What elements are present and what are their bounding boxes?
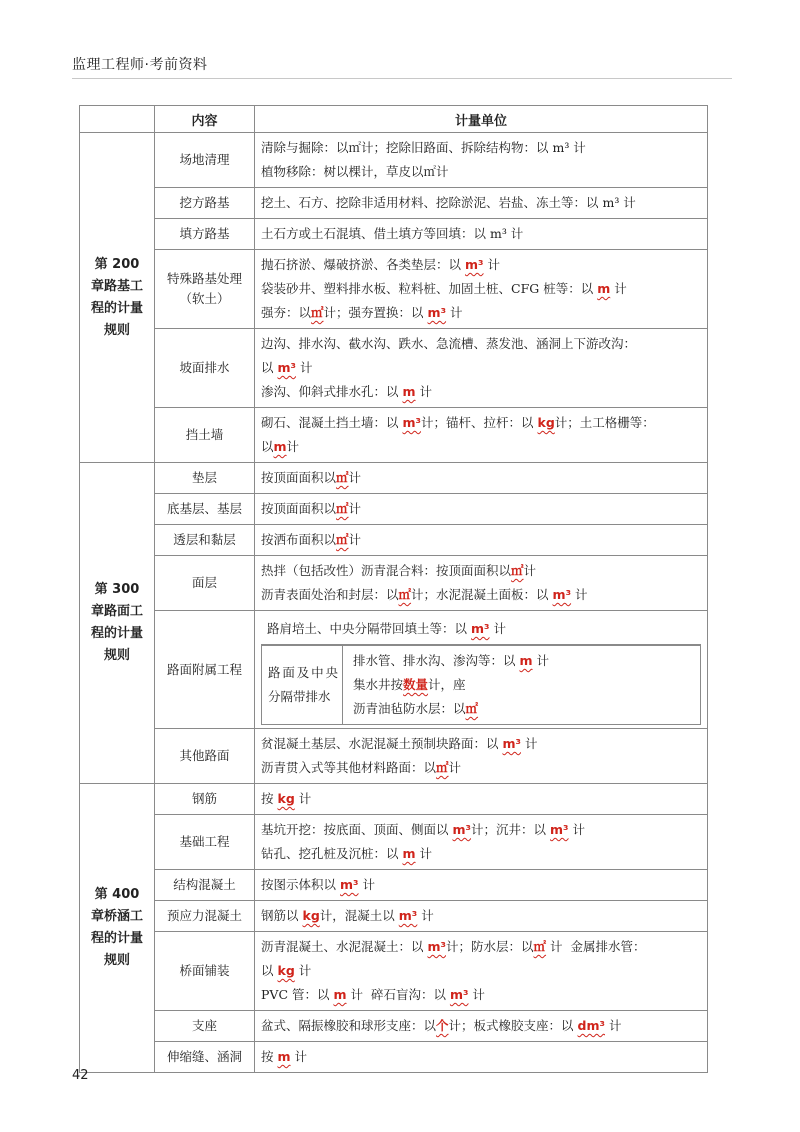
unit-suffix: 计 — [489, 621, 506, 636]
unit-cell — [255, 494, 708, 525]
unit-cell — [255, 870, 708, 901]
unit-text: 钻孔、挖孔桩及沉桩：以 — [261, 846, 399, 861]
unit-symbol: m — [519, 653, 533, 668]
chapter-400-label: 第 400 章桥涵工程的计量规则 — [80, 784, 155, 1073]
unit-text: 以 — [261, 360, 274, 375]
unit-suffix: 计 — [286, 439, 300, 454]
unit-cell — [255, 408, 708, 463]
unit-symbol: m³ — [552, 587, 572, 602]
table-row — [80, 870, 708, 901]
table-row — [80, 556, 708, 611]
unit-suffix: 计 — [348, 501, 362, 516]
unit-symbol: m — [277, 1049, 291, 1064]
unit-symbol: ㎡ — [533, 939, 547, 954]
unit-text: ；锚杆、拉杆：以 — [433, 415, 534, 430]
unit-text: ；沉井：以 — [483, 822, 547, 837]
content-cell: 底基层、基层 — [155, 494, 255, 525]
header-content: 内容 — [155, 106, 255, 133]
content-cell: 坡面排水 — [155, 329, 255, 408]
unit-symbol: kg — [537, 415, 555, 430]
unit-suffix: 计 — [523, 563, 537, 578]
unit-cell — [255, 815, 708, 870]
unit-suffix: 计 — [546, 939, 563, 954]
table-row — [80, 133, 708, 188]
unit-suffix: 计 — [448, 1018, 462, 1033]
table-row — [80, 901, 708, 932]
drainage-subtable — [261, 645, 701, 725]
unit-cell — [255, 1042, 708, 1073]
header-blank — [80, 106, 155, 133]
content-cell: 基础工程 — [155, 815, 255, 870]
unit-text: 按洒布面积以 — [261, 532, 337, 547]
chapter-200-label: 第 200 章路基工程的计量规则 — [80, 133, 155, 463]
content-cell: 场地清理 — [155, 133, 255, 188]
unit-text: 袋装砂井、塑料排水板、粒料桩、加固土桩、CFG 桩等：以 — [261, 281, 594, 296]
content-cell: 路面附属工程 — [155, 611, 255, 729]
unit-cell — [255, 133, 708, 188]
unit-cell — [255, 1011, 708, 1042]
unit-text: 强夯：以 — [261, 305, 312, 320]
unit-suffix: 计 — [346, 987, 363, 1002]
unit-cell — [255, 784, 708, 815]
unit-cell: 挖土、石方、挖除非适用材料、挖除淤泥、岩盐、冻土等：以 m³ 计 — [255, 188, 708, 219]
table-row — [80, 219, 708, 250]
unit-suffix: 计 — [319, 908, 333, 923]
unit-suffix: 计 — [296, 360, 313, 375]
unit-symbol: kg — [277, 963, 295, 978]
unit-suffix: 计 — [468, 987, 485, 1002]
unit-suffix: 计 — [358, 877, 375, 892]
unit-symbol: m³ — [465, 257, 484, 272]
chapter-300-label: 第 300 章路面工程的计量规则 — [80, 463, 155, 784]
unit-suffix: 计 — [294, 791, 312, 806]
unit-symbol: ㎡ — [511, 563, 524, 578]
unit-symbol: ㎡ — [465, 701, 479, 716]
unit-cell — [255, 729, 708, 784]
unit-suffix: 计 — [605, 1018, 622, 1033]
unit-symbol: ㎡ — [311, 305, 324, 320]
unit-cell — [255, 329, 708, 408]
unit-suffix: 计 — [415, 846, 433, 861]
unit-text: 基坑开挖：按底面、顶面、侧面以 — [261, 822, 449, 837]
unit-text: 贫混凝土基层、水泥混凝土预制块路面：以 — [261, 736, 499, 751]
unit-line: 植物移除：树以棵计，草皮以㎡计 — [261, 164, 449, 179]
unit-text: 计，座 — [428, 677, 466, 692]
unit-cell — [255, 525, 708, 556]
unit-suffix: 计 — [417, 908, 434, 923]
unit-text: 按 — [261, 1049, 274, 1064]
content-cell: 透层和黏层 — [155, 525, 255, 556]
unit-cell — [255, 611, 708, 729]
page-header: 监理工程师·考前资料 — [72, 57, 208, 73]
drainage-sub-units — [343, 646, 701, 725]
header-unit: 计量单位 — [255, 106, 708, 133]
table-row — [80, 463, 708, 494]
table-row — [80, 815, 708, 870]
content-cell: 桥面铺装 — [155, 932, 255, 1011]
unit-symbol: m³ — [471, 621, 490, 636]
unit-symbol: m³ — [402, 415, 421, 430]
unit-suffix: 计 — [571, 587, 588, 602]
unit-symbol: m — [402, 384, 416, 399]
content-cell: 特殊路基处理（软土） — [155, 250, 255, 329]
content-cell: 钢筋 — [155, 784, 255, 815]
unit-text: 沥青油毡防水层：以 — [353, 701, 466, 716]
unit-text: 以 — [261, 963, 274, 978]
unit-text: 路肩培土、中央分隔带回填土等：以 — [267, 621, 468, 636]
unit-symbol: m³ — [277, 360, 296, 375]
content-cell: 挡土墙 — [155, 408, 255, 463]
unit-suffix: 计 — [483, 257, 500, 272]
unit-suffix: 计 — [446, 939, 459, 954]
table-row — [80, 611, 708, 729]
unit-cell: 土石方或土石混填、借土填方等回填：以 m³ 计 — [255, 219, 708, 250]
unit-symbol: m³ — [502, 736, 521, 751]
unit-cell — [255, 901, 708, 932]
table-row — [80, 1011, 708, 1042]
unit-text: 热拌（包括改性）沥青混合料：按顶面面积以 — [261, 563, 512, 578]
unit-symbol: m³ — [449, 987, 469, 1002]
unit-cell — [255, 463, 708, 494]
unit-text: 以 — [261, 439, 274, 454]
unit-symbol: m — [402, 846, 416, 861]
unit-suffix: 计 — [421, 415, 434, 430]
table-row — [80, 1042, 708, 1073]
measurement-table — [79, 105, 708, 1073]
unit-symbol: m³ — [427, 305, 447, 320]
unit-suffix: 计 — [348, 532, 362, 547]
unit-suffix: 计 — [294, 963, 312, 978]
unit-suffix: 计 — [568, 822, 585, 837]
content-cell: 支座 — [155, 1011, 255, 1042]
unit-symbol: 个 — [436, 1018, 449, 1033]
unit-text: 沥青表面处治和封层：以 — [261, 587, 399, 602]
unit-line — [261, 614, 701, 645]
unit-symbol: m³ — [398, 908, 418, 923]
unit-suffix: 计 — [323, 305, 337, 320]
unit-text: ；水泥混凝土面板：以 — [423, 587, 549, 602]
drainage-sub-label: 路面及中央分隔带排水 — [262, 646, 343, 725]
unit-text: ；土工格栅等： — [567, 415, 655, 430]
unit-symbol: m³ — [427, 939, 446, 954]
unit-text: 排水管、排水沟、渗沟等：以 — [353, 653, 516, 668]
unit-cell — [255, 250, 708, 329]
content-cell: 伸缩缝、涵洞 — [155, 1042, 255, 1073]
unit-line: 清除与掘除：以㎡计；挖除旧路面、拆除结构物：以 m³ 计 — [261, 140, 586, 155]
unit-suffix: 计 — [532, 653, 550, 668]
unit-text: 盆式、隔振橡胶和球形支座：以 — [261, 1018, 437, 1033]
unit-symbol: ㎡ — [436, 760, 449, 775]
content-cell: 结构混凝土 — [155, 870, 255, 901]
unit-symbol: ㎡ — [336, 532, 349, 547]
unit-text: 沥青混凝土、水泥混凝土：以 — [261, 939, 424, 954]
content-cell: 预应力混凝土 — [155, 901, 255, 932]
unit-symbol: m — [273, 439, 287, 454]
unit-cell — [255, 556, 708, 611]
unit-symbol: kg — [302, 908, 320, 923]
table-row — [80, 932, 708, 1011]
unit-suffix: 计 — [471, 822, 484, 837]
table-row — [80, 250, 708, 329]
unit-symbol: m — [333, 987, 347, 1002]
unit-text: ；强夯置换：以 — [336, 305, 424, 320]
unit-line: 边沟、排水沟、截水沟、跌水、急流槽、蒸发池、涵洞上下游改沟： — [261, 336, 637, 351]
unit-text: 金属排水管： — [570, 939, 646, 954]
unit-text: 渗沟、仰斜式排水孔：以 — [261, 384, 399, 399]
table-header-row — [80, 106, 708, 133]
unit-symbol: m — [597, 281, 611, 296]
unit-text: PVC 管：以 — [261, 987, 330, 1002]
unit-symbol: 数量 — [403, 677, 429, 692]
table-row — [80, 525, 708, 556]
unit-symbol: m³ — [550, 822, 569, 837]
unit-suffix: 计 — [290, 1049, 308, 1064]
table-row — [80, 329, 708, 408]
unit-text: 碎石盲沟：以 — [370, 987, 446, 1002]
unit-suffix: 计 — [415, 384, 433, 399]
unit-text: 抛石挤淤、爆破挤淤、各类垫层：以 — [261, 257, 462, 272]
content-cell: 其他路面 — [155, 729, 255, 784]
unit-suffix: 计 — [521, 736, 538, 751]
unit-suffix: 计 — [554, 415, 568, 430]
unit-symbol: m³ — [452, 822, 471, 837]
unit-text: 按图示体积以 — [261, 877, 337, 892]
unit-suffix: 计 — [448, 760, 462, 775]
unit-text: 沥青贯入式等其他材料路面：以 — [261, 760, 437, 775]
unit-suffix: 计 — [348, 470, 362, 485]
unit-text: 集水井按 — [353, 677, 404, 692]
unit-symbol: ㎡ — [398, 587, 412, 602]
unit-text: 按顶面面积以 — [261, 470, 337, 485]
content-cell: 垫层 — [155, 463, 255, 494]
unit-text: 钢筋以 — [261, 908, 299, 923]
unit-symbol: kg — [277, 791, 295, 806]
table-row — [80, 408, 708, 463]
content-cell: 挖方路基 — [155, 188, 255, 219]
unit-suffix: 计 — [411, 587, 424, 602]
unit-text: ；防水层：以 — [458, 939, 534, 954]
unit-text: 按 — [261, 791, 274, 806]
unit-symbol: m³ — [340, 877, 359, 892]
content-cell: 面层 — [155, 556, 255, 611]
header-divider — [72, 78, 732, 79]
table-row — [80, 729, 708, 784]
table-row — [80, 784, 708, 815]
unit-text: ；板式橡胶支座：以 — [461, 1018, 574, 1033]
table-row — [80, 188, 708, 219]
table-row — [80, 494, 708, 525]
unit-cell — [255, 932, 708, 1011]
unit-suffix: 计 — [610, 281, 627, 296]
unit-symbol: ㎡ — [336, 470, 349, 485]
unit-suffix: 计 — [446, 305, 463, 320]
unit-symbol: ㎡ — [336, 501, 349, 516]
unit-text: 按顶面面积以 — [261, 501, 337, 516]
page-number: 42 — [72, 1068, 89, 1083]
unit-text: ，混凝土以 — [332, 908, 395, 923]
unit-text: 砌石、混凝土挡土墙：以 — [261, 415, 399, 430]
unit-symbol: dm³ — [577, 1018, 605, 1033]
content-cell: 填方路基 — [155, 219, 255, 250]
